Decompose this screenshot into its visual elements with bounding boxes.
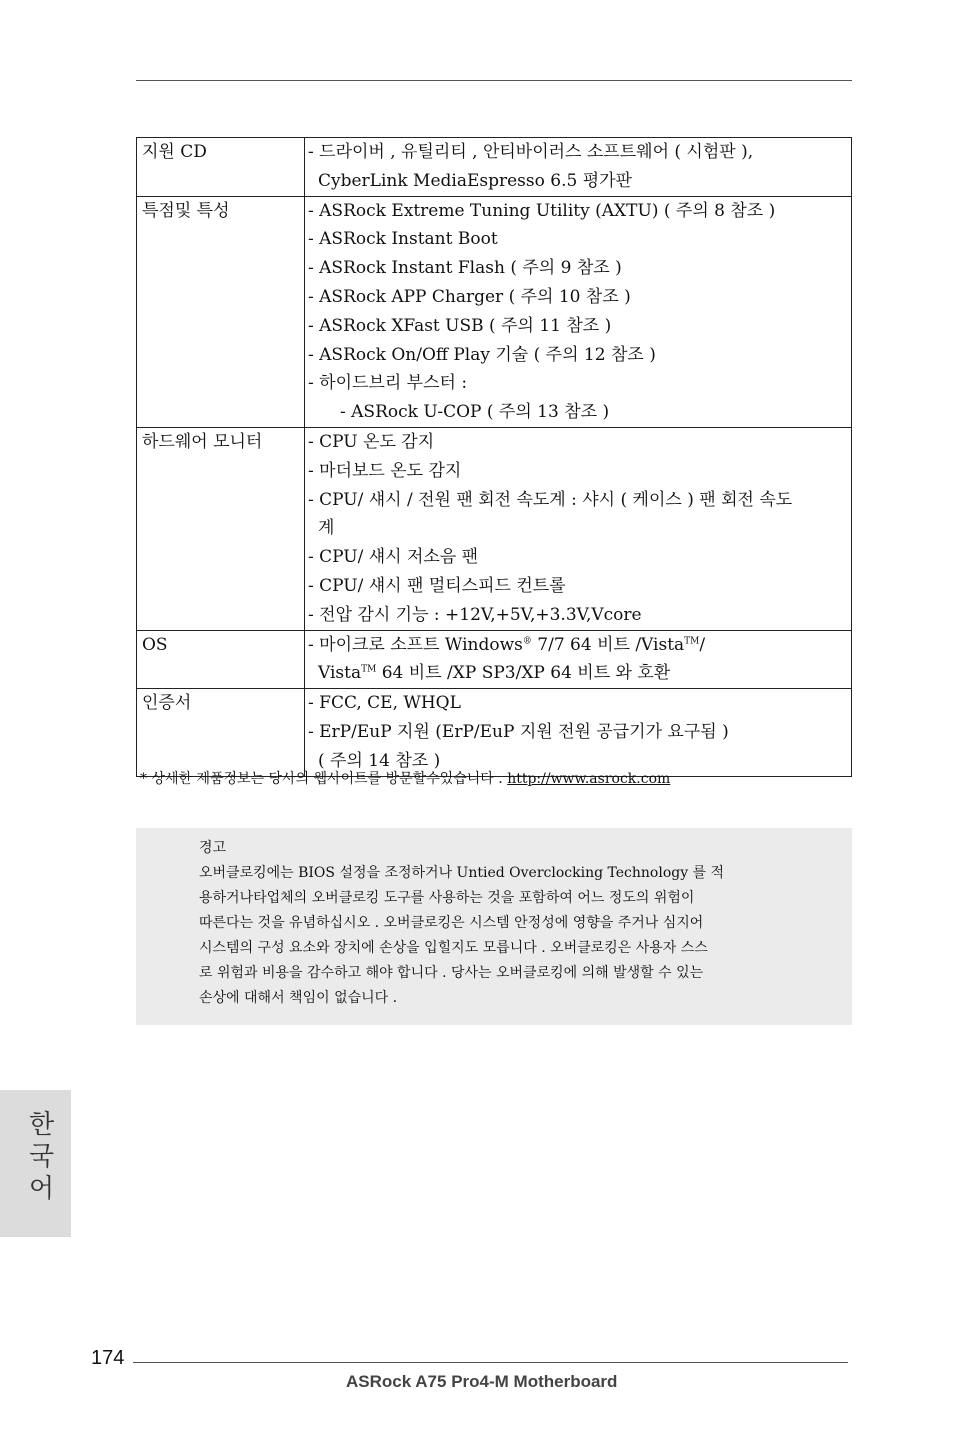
value-line: CyberLink MediaEspresso 6.5 평가판 — [318, 170, 632, 191]
os-text: / — [699, 634, 706, 655]
table-row — [137, 689, 852, 776]
row-value — [305, 138, 852, 197]
warning-line: 오버클로킹에는 BIOS 설정을 조정하거나 Untied Overclocking Technology 를 적 — [199, 865, 725, 881]
value-line: - CPU/ 섀시 팬 멀티스피드 컨트롤 — [308, 575, 566, 596]
value-line: ( 주의 14 참조 ) — [318, 750, 441, 771]
value-line: - ASRock On/Off Play 기술 ( 주의 12 참조 ) — [308, 344, 656, 365]
value-line: - 하이드브리 부스터 : — [308, 373, 468, 394]
value-line: - CPU 온도 감지 — [308, 431, 435, 452]
top-rule — [136, 80, 852, 81]
value-line: - FCC, CE, WHQL — [308, 693, 461, 714]
footnote-text: * 상세한 제품정보는 당사의 웹사이트를 방문할수있습니다 . — [140, 771, 508, 787]
row-label: OS — [137, 630, 305, 689]
value-line: - CPU/ 섀시 저소음 팬 — [308, 547, 479, 568]
value-line: - 드라이버 , 유틸리티 , 안티바이러스 소프트웨어 ( 시험판 ), — [308, 142, 754, 162]
row-value — [305, 427, 852, 630]
os-text: Vista — [318, 663, 362, 684]
warning-line: 따른다는 것을 유념하십시오 . 오버클로킹은 시스템 안정성에 영향을 주거나 심지어 — [199, 915, 704, 931]
warning-line: 시스템의 구성 요소와 장치에 손상을 입힐지도 모릅니다 . 오버클로킹은 사용자 스스 — [199, 940, 708, 956]
warning-box — [136, 828, 852, 1025]
model-name: ASRock A75 Pro4-M Motherboard — [346, 1372, 618, 1391]
row-value — [305, 196, 852, 427]
website-link[interactable]: http://www.asrock.com — [507, 771, 671, 787]
value-line — [308, 659, 847, 688]
value-line: - ASRock Extreme Tuning Utility (AXTU) ( 주의 8 참조 ) — [308, 200, 776, 221]
value-line: - 전압 감시 기능 : +12V,+5V,+3.3V,Vcore — [308, 604, 642, 625]
value-line: - CPU/ 섀시 / 전원 팬 회전 속도계 : 샤시 ( 케이스 ) 팬 회전 속도 — [308, 489, 793, 510]
value-line: - ASRock Instant Flash ( 주의 9 참조 ) — [308, 258, 622, 279]
value-line: - ASRock Instant Boot — [308, 229, 498, 250]
value-line: - ASRock U-COP ( 주의 13 참조 ) — [340, 402, 610, 423]
table-row — [137, 138, 852, 197]
row-value — [305, 689, 852, 776]
trademark-mark: TM — [361, 664, 377, 675]
page-number: 174 — [91, 1347, 125, 1369]
value-line: - ASRock APP Charger ( 주의 10 참조 ) — [308, 286, 631, 307]
value-line: - 마더보드 온도 감지 — [308, 460, 462, 481]
os-text: - 마이크로 소프트 Windows — [308, 634, 523, 655]
value-line: - ASRock XFast USB ( 주의 11 참조 ) — [308, 315, 612, 336]
registered-mark: ® — [522, 635, 532, 646]
table-row — [137, 427, 852, 630]
value-line — [308, 631, 847, 660]
warning-line: 용하거나타업체의 오버클로킹 도구를 사용하는 것을 포함하여 어느 정도의 위험이 — [199, 890, 695, 906]
row-label: 특점및 특성 — [137, 196, 305, 427]
language-label: 한국어 — [24, 1110, 54, 1206]
row-label: 하드웨어 모니터 — [137, 427, 305, 630]
warning-line: 로 위험과 비용을 감수하고 해야 합니다 . 당사는 오버클로킹에 의해 발생할 수 있는 — [199, 965, 704, 981]
row-label: 지원 CD — [137, 138, 305, 197]
warning-line: 손상에 대해서 책임이 없습니다 . — [199, 990, 398, 1006]
os-text: 7/7 64 비트 /Vista — [531, 634, 685, 655]
value-line: 계 — [318, 518, 335, 539]
table-row — [137, 196, 852, 427]
warning-title: 경고 — [199, 840, 227, 856]
table-row — [137, 630, 852, 689]
bottom-rule — [133, 1362, 848, 1363]
footnote — [140, 769, 670, 789]
row-label: 인증서 — [137, 689, 305, 776]
row-value — [305, 630, 852, 689]
trademark-mark: TM — [684, 635, 700, 646]
os-text: 64 비트 /XP SP3/XP 64 비트 와 호환 — [376, 663, 671, 684]
value-line: - ErP/EuP 지원 (ErP/EuP 지원 전원 공급기가 요구됨 ) — [308, 721, 729, 742]
spec-table — [136, 137, 852, 777]
language-side-tab — [0, 1090, 71, 1237]
warning-content — [199, 836, 829, 1011]
